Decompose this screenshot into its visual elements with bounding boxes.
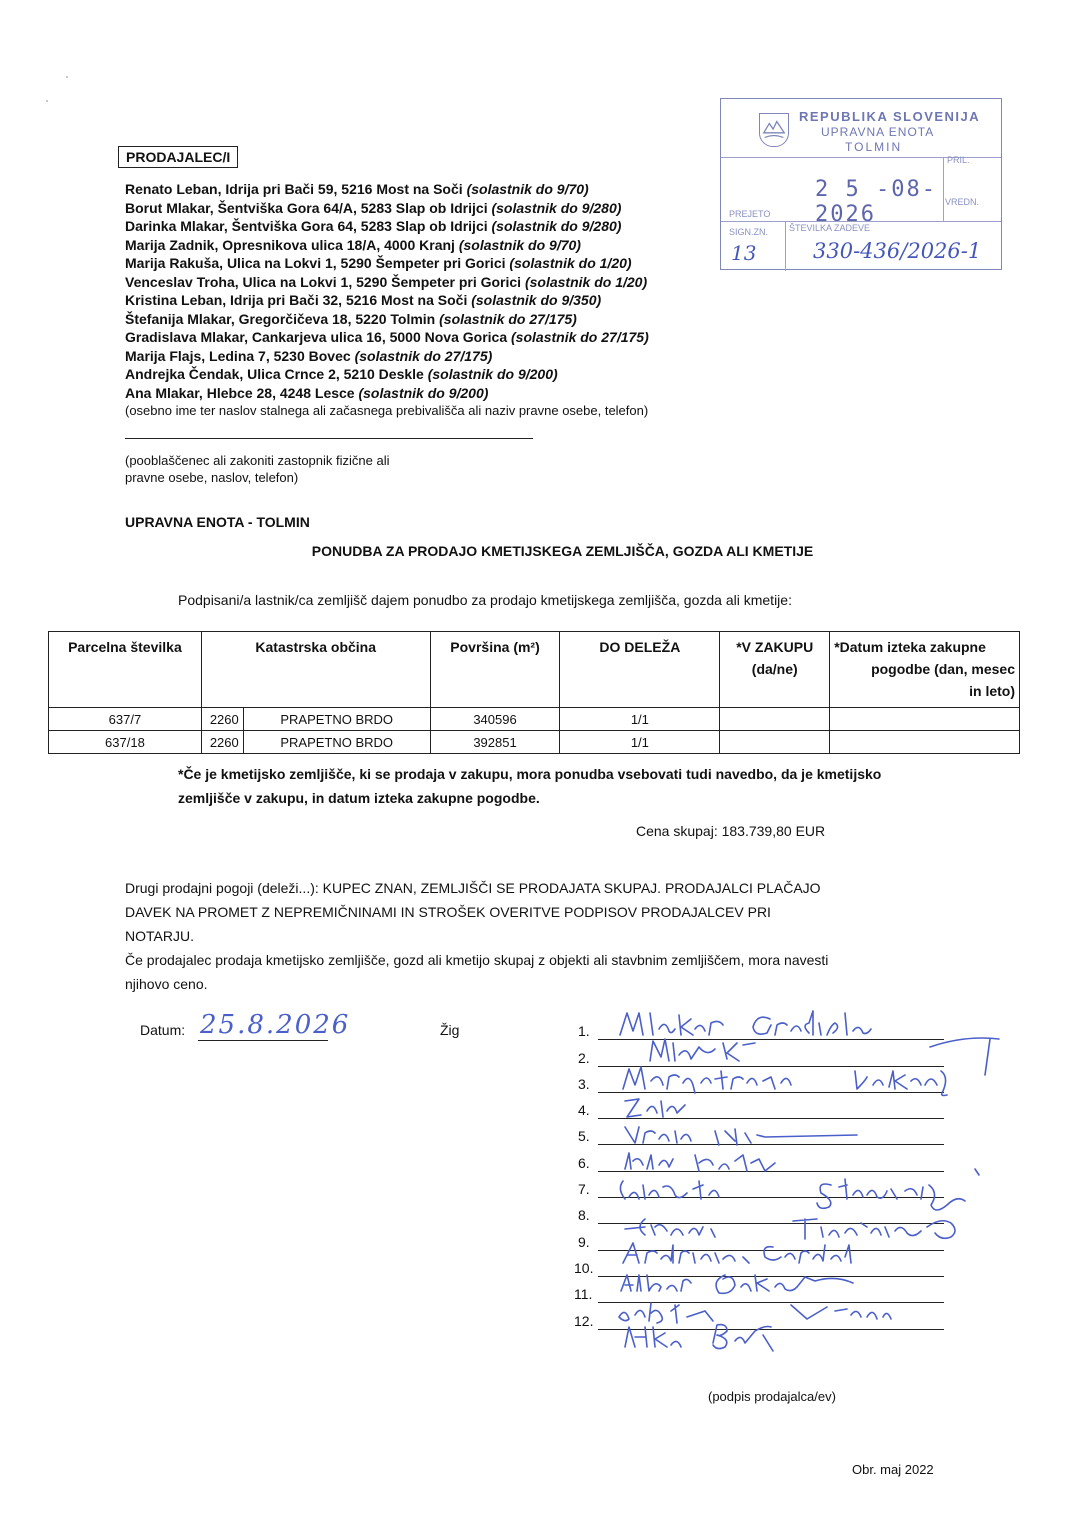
- signature-line: 7.: [578, 1172, 944, 1198]
- owner-line: Kristina Leban, Idrija pri Bači 32, 5216 Most na Soči (solastnik do 9/350): [125, 292, 602, 308]
- stamp-line-1: REPUBLIKA SLOVENIJA: [799, 109, 981, 124]
- intro-text: Podpisani/a lastnik/ca zemljišč dajem ponudbo za prodajo kmetijskega zemljišča, gozda ali kmetije:: [178, 592, 792, 608]
- owner-line: Darinka Mlakar, Šentviška Gora 64, 5283 Slap ob Idrijci (solastnik do 9/280): [125, 218, 622, 234]
- owner-line: Štefanija Mlakar, Gregorčičeva 18, 5220 Tolmin (solastnik do 27/175): [125, 310, 577, 327]
- table-row: 637/18 2260 PRAPETNO BRDO 392851 1/1: [49, 731, 1020, 754]
- owner-line: Marija Flajs, Ledina 7, 5230 Bovec (solastnik do 27/175): [125, 347, 493, 364]
- office-name: UPRAVNA ENOTA - TOLMIN: [125, 514, 310, 530]
- parcels-table: [48, 631, 1020, 754]
- stamp-sign-value: 13: [731, 241, 757, 265]
- received-stamp: [720, 98, 1002, 270]
- document-title: PONUDBA ZA PRODAJO KMETIJSKEGA ZEMLJIŠČA, GOZDA ALI KMETIJE: [311, 543, 814, 559]
- stamp-line-2: UPRAVNA ENOTA: [821, 125, 935, 139]
- form-version: Obr. maj 2022: [852, 1462, 934, 1477]
- stamp-case-label: ŠTEVILKA ZADEVE: [789, 223, 871, 233]
- header-expiry: *Datum izteka zakupne pogodbe (dan, mesec in leto): [830, 632, 1020, 708]
- owner-line: Andrejka Čendak, Ulica Crnce 2, 5210 Deskle (solastnik do 9/200): [125, 366, 558, 382]
- seal-label: Žig: [440, 1022, 460, 1038]
- signature-line: 2.: [578, 1040, 944, 1066]
- header-lease: *V ZAKUPU (da/ne): [720, 632, 830, 708]
- date-label: Datum:: [140, 1022, 186, 1038]
- table-row: 637/7 2260 PRAPETNO BRDO 340596 1/1: [49, 708, 1020, 731]
- owners-list: [125, 180, 649, 421]
- header-parcel: Parcelna številka: [49, 632, 202, 708]
- signature-line: 8.: [578, 1198, 944, 1224]
- other-conditions: Drugi prodajni pogoji (deleži...): KUPEC ZNAN, ZEMLJIŠČI SE PRODAJATA SKUPAJ. PRODAJALCI PLAČAJO DAVEK NA PROMET Z NEPREMIČNINAMI IN STROŠEK OVERITVE PODPISOV PRODAJALCEV PRI NOTARJU. Če prodajalec prodaja kmetijsko zemljišče, gozd ali kmetijo skupaj z objekti ali stavbnim zemljiščem, mora navesti njihovo ceno.: [125, 880, 829, 992]
- signature-line: 6.: [578, 1145, 944, 1171]
- handwritten-signatures: [595, 1005, 1005, 1360]
- owners-note: (osebno ime ter naslov stalnega ali začasnega prebivališča ali naziv pravne osebe, telefon): [125, 403, 649, 418]
- stamp-prejeto-label: PREJETO: [729, 209, 771, 219]
- scan-speck: [46, 100, 48, 102]
- seller-label: PRODAJALEC/I: [118, 146, 238, 168]
- owner-line: Ana Mlakar, Hlebce 28, 4248 Lesce (solastnik do 9/200): [125, 384, 489, 401]
- owner-line: Renato Leban, Idrija pri Bači 59, 5216 Most na Soči (solastnik do 9/70): [125, 181, 589, 197]
- stamp-case-value: 330-436/2026-1: [813, 239, 982, 263]
- owner-line: Gradislava Mlakar, Cankarjeva ulica 16, 5000 Nova Gorica (solastnik do 27/175): [125, 329, 649, 345]
- signature-line: 5.: [578, 1119, 944, 1145]
- signature-line: 11.: [578, 1277, 944, 1303]
- owner-line: Borut Mlakar, Šentviška Gora 64/A, 5283 Slap ob Idrijci (solastnik do 9/280): [125, 199, 622, 216]
- proxy-rule: [125, 438, 533, 439]
- coat-of-arms-icon: [759, 113, 789, 147]
- signature-line: 3.: [578, 1067, 944, 1093]
- proxy-note: (pooblaščenec ali zakoniti zastopnik fizične ali pravne osebe, naslov, telefon): [125, 453, 390, 485]
- date-rule: [198, 1040, 328, 1041]
- lease-footnote: *Če je kmetijsko zemljišče, ki se prodaja v zakupu, mora ponudba vsebovati tudi navedbo, da je kmetijsko zemljišče v zakupu, in datum izteka zakupne pogodbe.: [178, 766, 882, 806]
- stamp-sign-label: SIGN.ZN.: [729, 227, 769, 237]
- stamp-vredn-label: VREDN.: [945, 197, 980, 207]
- stamp-pril-label: PRIL.: [947, 155, 970, 165]
- scan-speck: [66, 76, 68, 78]
- owner-line: Marija Zadnik, Opresnikova ulica 18/A, 4000 Kranj (solastnik do 9/70): [125, 236, 581, 253]
- signature-caption: (podpis prodajalca/ev): [708, 1389, 836, 1404]
- signature-line: 12.: [578, 1303, 944, 1329]
- header-ko: Katastrska občina: [201, 632, 430, 708]
- header-share: DO DELEŽA: [560, 632, 720, 708]
- stamp-date: 2 5 -08- 2026: [815, 177, 937, 227]
- date-handwritten: 25.8.2026: [200, 1010, 351, 1040]
- owner-line: Venceslav Troha, Ulica na Lokvi 1, 5290 Šempeter pri Gorici (solastnik do 1/20): [125, 273, 648, 290]
- signature-line: 9.: [578, 1224, 944, 1250]
- signature-line: 10.: [578, 1251, 944, 1277]
- signature-line: 1.: [578, 1014, 944, 1040]
- header-area: Površina (m²): [430, 632, 560, 708]
- stamp-line-3: TOLMIN: [845, 140, 903, 154]
- table-header-row: [49, 632, 1020, 708]
- owner-line: Marija Rakuša, Ulica na Lokvi 1, 5290 Šempeter pri Gorici (solastnik do 1/20): [125, 255, 632, 271]
- signature-line: 4.: [578, 1093, 944, 1119]
- total-price: Cena skupaj: 183.739,80 EUR: [636, 823, 826, 839]
